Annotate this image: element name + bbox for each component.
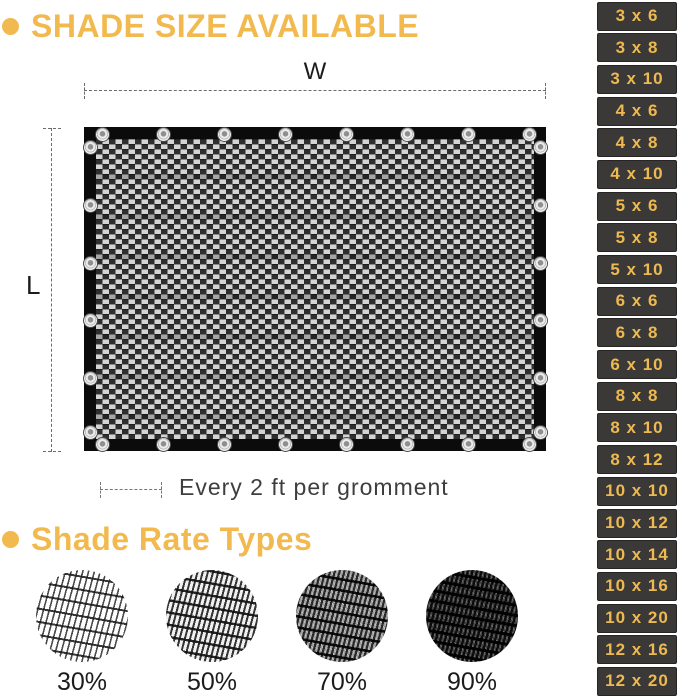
size-chip: 10 x 16 bbox=[597, 572, 677, 601]
shade-rate-title: Shade Rate Types bbox=[31, 521, 313, 557]
size-chip: 5 x 10 bbox=[597, 255, 677, 284]
shade-rate-label: 90% bbox=[446, 668, 498, 696]
grommet-icon bbox=[157, 438, 170, 451]
grommet-icon bbox=[534, 257, 547, 270]
length-dimension bbox=[43, 128, 61, 452]
size-chip: 8 x 12 bbox=[597, 445, 677, 474]
size-chip: 8 x 10 bbox=[597, 413, 677, 442]
shade-rate-label: 30% bbox=[56, 668, 108, 696]
grommet-icon bbox=[523, 438, 536, 451]
grommet-icon bbox=[96, 438, 109, 451]
grommet-icon bbox=[157, 128, 170, 141]
grommet-icon bbox=[218, 128, 231, 141]
width-label: W bbox=[303, 58, 327, 85]
shade-rate-label: 70% bbox=[316, 668, 368, 696]
grommet-icon bbox=[534, 199, 547, 212]
size-chip: 4 x 10 bbox=[597, 160, 677, 189]
size-chip: 5 x 6 bbox=[597, 192, 677, 221]
size-chip: 6 x 6 bbox=[597, 287, 677, 316]
length-tick-top bbox=[43, 128, 61, 129]
grommet-icon bbox=[84, 372, 97, 385]
size-chip: 10 x 14 bbox=[597, 540, 677, 569]
shade-net-illustration bbox=[84, 127, 546, 451]
grommet-icon bbox=[462, 128, 475, 141]
mesh-texture bbox=[96, 139, 534, 439]
size-chip: 8 x 8 bbox=[597, 382, 677, 411]
shade-rate-item bbox=[296, 570, 388, 697]
grommet-icon bbox=[401, 438, 414, 451]
grommet-icon bbox=[534, 314, 547, 327]
size-chip: 6 x 8 bbox=[597, 318, 677, 347]
grommet-icon bbox=[84, 257, 97, 270]
grommet-spacing-bracket bbox=[100, 482, 162, 498]
size-chip: 10 x 12 bbox=[597, 509, 677, 538]
shade-rate-circle-30 bbox=[36, 570, 128, 662]
grommet-icon bbox=[84, 314, 97, 327]
size-chip: 10 x 10 bbox=[597, 477, 677, 506]
size-chip: 12 x 20 bbox=[597, 667, 677, 696]
shade-rate-item bbox=[166, 570, 258, 697]
size-available-heading bbox=[2, 8, 419, 45]
width-dimension-line bbox=[84, 90, 546, 91]
grommet-icon bbox=[340, 128, 353, 141]
length-label: L bbox=[26, 270, 41, 300]
shade-rate-circle-70 bbox=[296, 570, 388, 662]
grommet-icon bbox=[534, 141, 547, 154]
grommet-icon bbox=[84, 199, 97, 212]
width-dimension bbox=[84, 58, 546, 98]
size-chip: 4 x 6 bbox=[597, 97, 677, 126]
grommet-icon bbox=[534, 372, 547, 385]
grommet-icon bbox=[401, 128, 414, 141]
grommet-icon bbox=[340, 438, 353, 451]
shade-rate-circle-90 bbox=[426, 570, 518, 662]
shade-rate-circle-50 bbox=[166, 570, 258, 662]
size-chip: 3 x 8 bbox=[597, 33, 677, 62]
size-chip: 6 x 10 bbox=[597, 350, 677, 379]
grommet-note: Every 2 ft per gromment bbox=[179, 474, 449, 500]
bullet-icon bbox=[2, 531, 19, 548]
grommet-icon bbox=[462, 438, 475, 451]
length-dimension-line bbox=[51, 128, 52, 452]
grommet-icon bbox=[279, 128, 292, 141]
bullet-icon bbox=[2, 18, 19, 35]
length-tick-bottom bbox=[43, 451, 61, 452]
size-chip: 3 x 6 bbox=[597, 2, 677, 31]
shade-rate-item bbox=[36, 570, 128, 697]
size-list bbox=[597, 0, 679, 698]
grommet-icon bbox=[96, 128, 109, 141]
grommet-icon bbox=[84, 426, 97, 439]
shade-rate-heading bbox=[2, 521, 312, 558]
size-chip: 10 x 20 bbox=[597, 604, 677, 633]
shade-rate-row bbox=[36, 570, 564, 697]
size-chip: 12 x 16 bbox=[597, 635, 677, 664]
size-chip: 4 x 8 bbox=[597, 128, 677, 157]
grommet-icon bbox=[534, 426, 547, 439]
shade-rate-item bbox=[426, 570, 518, 697]
grommet-icon bbox=[279, 438, 292, 451]
size-chip: 3 x 10 bbox=[597, 65, 677, 94]
shade-rate-label: 50% bbox=[186, 668, 238, 696]
grommet-icon bbox=[218, 438, 231, 451]
size-chip: 5 x 8 bbox=[597, 223, 677, 252]
size-available-title: SHADE SIZE AVAILABLE bbox=[31, 8, 420, 44]
grommet-icon bbox=[84, 141, 97, 154]
grommet-icon bbox=[523, 128, 536, 141]
